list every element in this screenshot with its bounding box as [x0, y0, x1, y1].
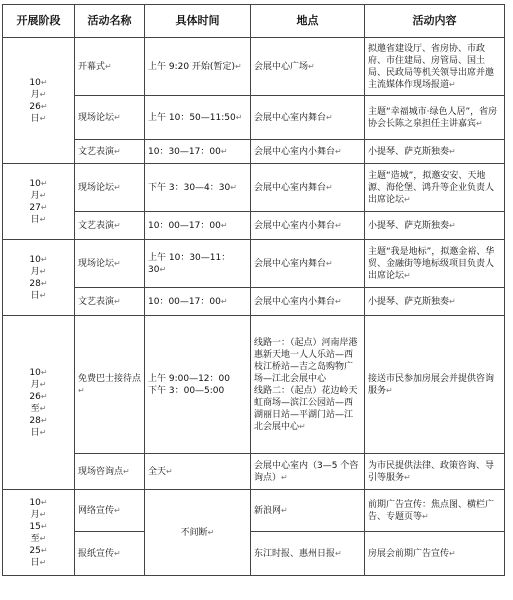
stage-text: 月↵ — [30, 379, 47, 390]
paragraph-mark: ↵ — [40, 254, 48, 264]
paragraph-mark: ↵ — [207, 527, 215, 537]
paragraph-mark: ↵ — [105, 61, 112, 71]
paragraph-mark: ↵ — [114, 182, 121, 192]
paragraph-mark: ↵ — [281, 505, 288, 515]
activity-name: 报纸宣传↵ — [75, 532, 145, 576]
paragraph-mark: ↵ — [326, 182, 333, 192]
activity-location: 会展中心室内舞台↵ — [251, 96, 365, 140]
activity-time: 10：30—17：00↵ — [145, 140, 251, 164]
paragraph-mark: ↵ — [449, 548, 456, 558]
paragraph-mark: ↵ — [40, 415, 48, 425]
table-row — [3, 454, 505, 490]
paragraph-mark: ↵ — [449, 146, 456, 156]
paragraph-mark: ↵ — [40, 101, 48, 111]
stage-text: 10↵ — [29, 77, 48, 88]
stage-text: 日↵ — [30, 113, 47, 124]
table-row — [3, 38, 505, 96]
paragraph-mark: ↵ — [114, 505, 121, 515]
table-row — [3, 532, 505, 576]
paragraph-mark: ↵ — [114, 548, 121, 558]
activity-name: 开幕式↵ — [75, 38, 145, 96]
paragraph-mark: ↵ — [114, 146, 121, 156]
stage-text: 日↵ — [30, 557, 47, 568]
stage-text: 至↵ — [30, 533, 47, 544]
paragraph-mark: ↵ — [235, 112, 243, 122]
activity-content: 拟邀省建设厅、省房协、市政府、市住建局、房管局、国土局、民政局等机关领导出席并邀主流媒体作现场报道↵ — [365, 38, 505, 96]
activity-name: 现场论坛↵ — [75, 240, 145, 288]
paragraph-mark: ↵ — [386, 385, 393, 395]
paragraph-mark: ↵ — [335, 146, 342, 156]
table-row — [3, 164, 505, 212]
paragraph-mark: ↵ — [335, 296, 342, 306]
paragraph-mark: ↵ — [335, 548, 342, 558]
paragraph-mark: ↵ — [404, 270, 411, 280]
activity-location: 会展中心室内小舞台↵ — [251, 288, 365, 316]
stage-cell-oct26 — [3, 38, 75, 164]
paragraph-mark: ↵ — [220, 220, 228, 230]
stage-text: 15↵ — [29, 521, 48, 532]
paragraph-mark: ↵ — [220, 296, 228, 306]
stage-cell-oct26-28 — [3, 316, 75, 490]
stage-text: 10↵ — [29, 497, 48, 508]
activity-content: 接送市民参加房展会并提供咨询服务↵ — [365, 316, 505, 454]
activity-time: 上午 9:20 开始(暂定)↵ — [145, 38, 251, 96]
stage-text: 10↵ — [29, 254, 48, 265]
bus-routes: 线路一：（起点）河南岸港惠新天地一人人乐站—西枝江桥站—吉之岛购物广场—江北会展中心 线路二：（起点）花边岭天虹商场—滨江公园站—西湖丽日站—平湖门站—江北会展中心↵ — [251, 316, 365, 454]
paragraph-mark: ↵ — [166, 466, 173, 476]
activity-location: 会展中心室内舞台↵ — [251, 164, 365, 212]
activity-name: 网络宣传↵ — [75, 490, 145, 532]
paragraph-mark: ↵ — [40, 391, 48, 401]
stage-text: 26↵ — [29, 391, 48, 402]
paragraph-mark: ↵ — [40, 178, 48, 188]
stage-text: 月↵ — [30, 266, 47, 277]
paragraph-mark: ↵ — [39, 403, 47, 413]
activity-content: 前期广告宣传：焦点图、横栏广告、专题页等↵ — [365, 490, 505, 532]
activity-content: 房展会前期广告宣传↵ — [365, 532, 505, 576]
paragraph-mark: ↵ — [40, 77, 48, 87]
paragraph-mark: ↵ — [114, 220, 121, 230]
header-time: 具体时间 — [145, 5, 251, 38]
time-line: 上午 9:00—12：00 — [148, 373, 230, 384]
table-row — [3, 490, 505, 532]
paragraph-mark: ↵ — [39, 557, 47, 567]
stage-text: 10↵ — [29, 178, 48, 189]
paragraph-mark: ↵ — [39, 509, 47, 519]
table-row — [3, 288, 505, 316]
activity-time: 全天↵ — [145, 454, 251, 490]
header-location: 地点 — [251, 5, 365, 38]
paragraph-mark: ↵ — [234, 61, 242, 71]
paragraph-mark: ↵ — [220, 146, 228, 156]
paragraph-mark: ↵ — [40, 521, 48, 531]
paragraph-mark: ↵ — [39, 190, 47, 200]
header-row — [3, 5, 505, 38]
paragraph-mark: ↵ — [39, 266, 47, 276]
stage-text: 日↵ — [30, 427, 47, 438]
paragraph-mark: ↵ — [39, 214, 47, 224]
activity-content: 主题“造城”，拟邀安安、天地源、海伦堡、鸿升等企业负责人出席论坛↵ — [365, 164, 505, 212]
activity-time: 不间断↵ — [145, 490, 251, 576]
paragraph-mark: ↵ — [476, 118, 483, 128]
paragraph-mark: ↵ — [39, 427, 47, 437]
stage-cell-oct28 — [3, 240, 75, 316]
table-row — [3, 316, 505, 454]
paragraph-mark: ↵ — [114, 258, 121, 268]
activity-name: 免费巴士接待点↵ — [75, 316, 145, 454]
paragraph-mark: ↵ — [281, 472, 288, 482]
paragraph-mark: ↵ — [114, 296, 121, 306]
stage-text: 25↵ — [29, 545, 48, 556]
stage-cell-oct15-25 — [3, 490, 75, 576]
stage-text: 27↵ — [29, 202, 48, 213]
activity-name: 文艺表演↵ — [75, 212, 145, 240]
paragraph-mark: ↵ — [39, 290, 47, 300]
activity-time: 上午 10：50—11:50↵ — [145, 96, 251, 140]
header-stage: 开展阶段 — [3, 5, 75, 38]
activity-location: 东江时报、惠州日报↵ — [251, 532, 365, 576]
activity-content: 为市民提供法律、政策咨询、导引等服务↵ — [365, 454, 505, 490]
stage-text: 月↵ — [30, 190, 47, 201]
stage-text: 日↵ — [30, 290, 47, 301]
table-row — [3, 212, 505, 240]
table-row — [3, 96, 505, 140]
stage-text: 28↵ — [29, 415, 48, 426]
activity-name: 现场咨询点↵ — [75, 454, 145, 490]
activity-location: 会展中心室内小舞台↵ — [251, 140, 365, 164]
stage-text: 月↵ — [30, 89, 47, 100]
paragraph-mark: ↵ — [299, 421, 306, 431]
paragraph-mark: ↵ — [39, 379, 47, 389]
paragraph-mark: ↵ — [40, 545, 48, 555]
paragraph-mark: ↵ — [39, 89, 47, 99]
paragraph-mark: ↵ — [40, 367, 48, 377]
paragraph-mark: ↵ — [123, 466, 130, 476]
activity-location: 新浪网↵ — [251, 490, 365, 532]
activity-schedule-table — [2, 4, 505, 576]
paragraph-mark: ↵ — [114, 112, 121, 122]
paragraph-mark: ↵ — [422, 511, 429, 521]
paragraph-mark: ↵ — [40, 278, 48, 288]
paragraph-mark: ↵ — [40, 202, 48, 212]
activity-name: 文艺表演↵ — [75, 140, 145, 164]
stage-text: 月↵ — [30, 509, 47, 520]
time-line: 下午 3：00—5:00 — [148, 385, 225, 396]
header-content: 活动内容 — [365, 5, 505, 38]
paragraph-mark: ↵ — [39, 113, 47, 123]
paragraph-mark: ↵ — [326, 258, 333, 268]
activity-content: 小提琴、萨克斯独奏↵ — [365, 212, 505, 240]
stage-text: 10↵ — [29, 367, 48, 378]
paragraph-mark: ↵ — [404, 194, 411, 204]
activity-location: 会展中心广场↵ — [251, 38, 365, 96]
activity-time: 10：00—17：00↵ — [145, 212, 251, 240]
stage-text: 28↵ — [29, 278, 48, 289]
paragraph-mark: ↵ — [449, 220, 456, 230]
activity-location: 会展中心室内（3—5 个咨询点）↵ — [251, 454, 365, 490]
table-row — [3, 240, 505, 288]
activity-content: 主题“我是地标”，拟邀金裕、华贸、金融街等地标级项目负责人出席论坛↵ — [365, 240, 505, 288]
activity-location: 会展中心室内小舞台↵ — [251, 212, 365, 240]
header-activity-name: 活动名称 — [75, 5, 145, 38]
activity-time — [145, 316, 251, 454]
paragraph-mark: ↵ — [39, 533, 47, 543]
activity-content: 小提琴、萨克斯独奏↵ — [365, 288, 505, 316]
activity-location: 会展中心室内舞台↵ — [251, 240, 365, 288]
paragraph-mark: ↵ — [449, 79, 456, 89]
paragraph-mark: ↵ — [326, 112, 333, 122]
stage-text: 至↵ — [30, 403, 47, 414]
activity-content: 主题“幸福城市·绿色人居”，省房协会长陈之泉担任主讲嘉宾↵ — [365, 96, 505, 140]
paragraph-mark: ↵ — [335, 220, 342, 230]
paragraph-mark: ↵ — [449, 296, 456, 306]
table-row — [3, 140, 505, 164]
activity-name: 现场论坛↵ — [75, 164, 145, 212]
paragraph-mark: ↵ — [308, 61, 315, 71]
activity-time: 下午 3：30—4：30↵ — [145, 164, 251, 212]
stage-text: 26↵ — [29, 101, 48, 112]
activity-time: 上午 10：30—11：30↵ — [145, 240, 251, 288]
stage-cell-oct27 — [3, 164, 75, 240]
paragraph-mark: ↵ — [230, 182, 237, 192]
activity-time: 10：00—17：00↵ — [145, 288, 251, 316]
activity-name: 现场论坛↵ — [75, 96, 145, 140]
activity-name: 文艺表演↵ — [75, 288, 145, 316]
paragraph-mark: ↵ — [40, 497, 48, 507]
paragraph-mark: ↵ — [78, 385, 85, 395]
activity-content: 小提琴、萨克斯独奏↵ — [365, 140, 505, 164]
stage-text: 日↵ — [30, 214, 47, 225]
paragraph-mark: ↵ — [404, 472, 411, 482]
paragraph-mark: ↵ — [159, 264, 167, 274]
